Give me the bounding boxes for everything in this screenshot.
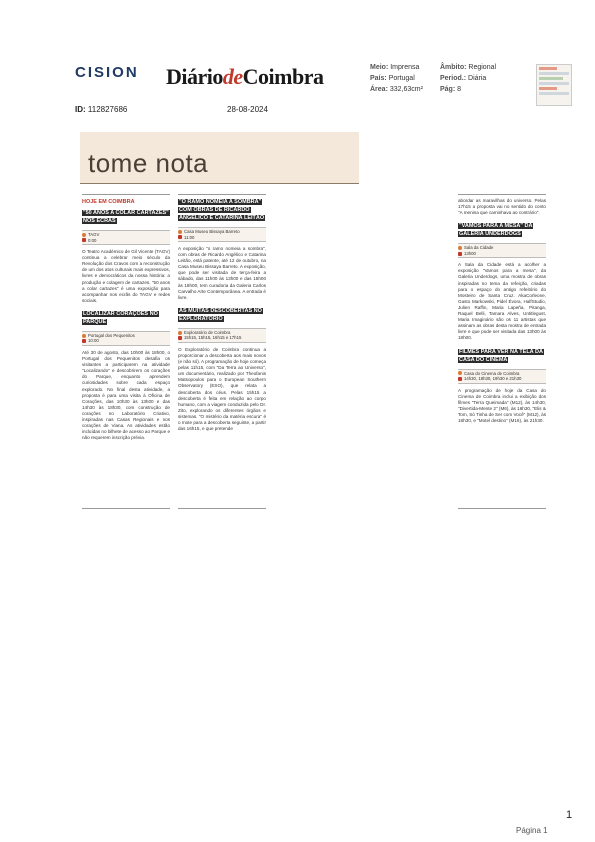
pais-label: País: <box>370 75 387 82</box>
article-body: A Sala da Cidade está a acolher a exposição "Vamos para a mesa", da Galeria Underdogs, uma mostra de obras inspiradas no tema da refeição, criadas para o espaço do antigo refeitório do Mosteiro de Santa Cruz. AkaCorleone, Gasto Markowski, Pidel Évora, HalfStudio, Julien Raffin, Maria Lapeña, Pitanga, Raquel Belli, Tamara Alves, Untitlegust, Maria Imaginário são os 11 artistas que assinam as obras desta mostra de entrada livre e que pode ser visitada das 13h00 às 18h00. <box>458 262 546 341</box>
column-rule <box>458 194 546 195</box>
pag-label: Pág: <box>440 86 456 93</box>
period-label: Period.: <box>440 75 467 82</box>
article-headline: "VAMOS PARA A MESA" DA GALERIA UNDERDOGS <box>459 223 533 238</box>
pag-value: 8 <box>457 86 462 93</box>
location-icon <box>458 246 462 250</box>
column-rule <box>82 194 170 195</box>
article-body: O Teatro Académico de Gil Vicente (TAGV) continua a celebrar meio século da Revolução dos Cravos com a reconstrução de um dos atos culturais mais expressivos, livres e democráticos da nossa história: a produção e colagem de cartazes. "50 anos a colar cartazes" é uma exposição para acompanhar nos ecrãs do TAGV e redes sociais. <box>82 249 170 303</box>
location-icon <box>178 331 182 335</box>
clock-icon <box>82 238 86 242</box>
column-rule <box>178 508 266 509</box>
page-thumbnail <box>536 64 572 106</box>
column-rule <box>458 508 546 509</box>
event-place: Casa Museu Bissaya Barreto <box>184 229 240 234</box>
article-body: O Exploratório de Coimbra continua a proporcionar a descoberta aos mais novos (e não só). A programação de hoje começa pelas 11h15, com "Da Terra ao Universo", um documentário, realizado por Theofanis Matsopoulos para o European Southern Observatory (ESO), que relata a descoberta dos céus. Pelas 15h15 a descoberta é feita em relação ao corpo humano, com a viagem conduzida pelo Dr. Zito, explorando os diferentes órgãos e sistemas. "O mistério da matéria escura" é o mote para a descoberta seguinte, a partir das 16h15, e que pretende <box>178 346 266 432</box>
ambito-label: Âmbito: <box>440 64 467 71</box>
meio-value: Imprensa <box>390 64 420 71</box>
event-place: Exploratório de Coimbra <box>184 329 231 335</box>
area-value: 332,63cm² <box>389 86 423 93</box>
column-1 <box>82 199 170 447</box>
article-headline: AS MUITAS DESCOBERTAS NO EXPLORATÓRIO <box>179 307 262 322</box>
event-time: 13h00 <box>464 250 476 256</box>
area-label: Área: <box>370 86 388 93</box>
ambito-value: Regional <box>468 64 497 71</box>
pais-value: Portugal <box>388 75 415 82</box>
meta-block-right <box>440 62 496 95</box>
article-body-continued: abordar as maravilhas do universo. Pelas 17h15 a proposta vai no sentido do conto "A menina que caminhava ao contrário". <box>458 198 546 216</box>
id-value: 112827686 <box>87 105 128 114</box>
section-title: tome nota <box>88 148 209 178</box>
masthead-part-a: Diário <box>166 64 223 89</box>
article-body: Até 30 de agosto, das 10h00 às 18h00, o Portugal dos Pequenitos desafia os visitantes a participarem na atividade "Localizando" e descobrirem os corações do Parque, enquanto aprendem curiosidades sobre cada espaço explorado. No final desta atividade, a proposta é para uma visita à Oficina de Corações, das 10h30 às 13h00 e das 14h30 às 18h30, com construção de corações no Laboratório Criativo, inspiradas nas Casas Regionais e nos corações de Viana. As atividades estão incluídas no bilhete de acesso ao Parque e não requerem inscrição prévia. <box>82 349 170 441</box>
article-headline: LOCALIZAR CORAÇÕES NO PARQUE <box>83 310 158 325</box>
clock-icon <box>458 252 462 256</box>
event-info <box>458 369 546 384</box>
location-icon <box>458 371 462 375</box>
location-icon <box>82 334 86 338</box>
clock-icon <box>178 336 182 340</box>
article-headline: "50 ANOS A COLAR CARTAZES" NOS ECRÃS <box>83 210 169 225</box>
event-info <box>82 230 170 245</box>
event-time: 11:00 <box>184 234 195 240</box>
clip-date: 28-08-2024 <box>227 105 268 114</box>
event-time: 15h15, 15h15, 16h15 e 17h15 <box>184 335 242 341</box>
article-headline: "O RAMO NOMEIA A SOMBRA" COM OBRAS DE RICARDO ANGÉLICO E CATARINA LEITÃO <box>179 199 265 221</box>
event-info <box>458 243 546 258</box>
event-time: 14h30, 18h30, 19h30 e 21h30 <box>464 376 522 381</box>
clock-icon <box>458 377 462 381</box>
clock-icon <box>82 339 86 343</box>
article-headline: FILMES PARA VER NA TELA DA CASA DO CINEMA <box>459 348 543 363</box>
page-label: Página 1 <box>516 826 548 835</box>
event-time: 10:00 <box>88 338 99 344</box>
event-info <box>178 328 266 343</box>
clip-id <box>75 105 127 114</box>
period-value: Diária <box>468 75 487 82</box>
event-info <box>178 227 266 242</box>
article-body: A exposição "o ramo nomeia a sombra", com obras de Ricardo Angélico e Catarina Leitão, está patente, até 12 de outubro, na Casa Museu Bissaya Barreto. A exposição, que pode ser visitada de terça-feira a sábado, das 11h00 às 13h00 e das 15h00 às 18h00, tem curadoria da Galeria Carlos Carvalho Arte Contemporânea. A entrada é livre. <box>178 246 266 300</box>
event-place: Portugal dos Pequenitos <box>88 332 135 338</box>
column-3 <box>458 198 546 430</box>
clock-icon <box>178 235 182 239</box>
kicker: HOJE EM COIMBRA <box>82 199 135 205</box>
event-place: Casa do Cinema de Coimbra <box>464 370 520 376</box>
article-body: A programação de hoje da Casa do Cinema de Coimbra inclui a exibição dos filmes "Terra Queimada" (M12), às 14h30, "Divertida-Mente 2" (M6), às 16h30, "Elis & Tom, Só Tinha de Ser com Você" (M12), às 18h30, e "Motel destino" (M16), às 21h30. <box>458 387 546 423</box>
masthead-part-b: Coimbra <box>242 64 324 89</box>
column-rule <box>178 194 266 195</box>
event-place: Sala da Cidade <box>464 245 494 251</box>
id-label: ID: <box>75 105 86 114</box>
location-icon <box>178 230 182 234</box>
page-number: 1 <box>566 809 573 821</box>
location-icon <box>82 233 86 237</box>
event-time: 0:00 <box>88 237 97 243</box>
masthead-logo <box>166 64 323 90</box>
meta-block-left <box>370 62 423 95</box>
column-rule <box>82 508 170 509</box>
event-info <box>82 331 170 346</box>
masthead-part-de: de <box>222 64 243 89</box>
event-place: TAGV <box>88 232 100 238</box>
column-2 <box>178 198 266 438</box>
meio-label: Meio: <box>370 64 389 71</box>
cision-logo: CISION <box>75 64 139 81</box>
